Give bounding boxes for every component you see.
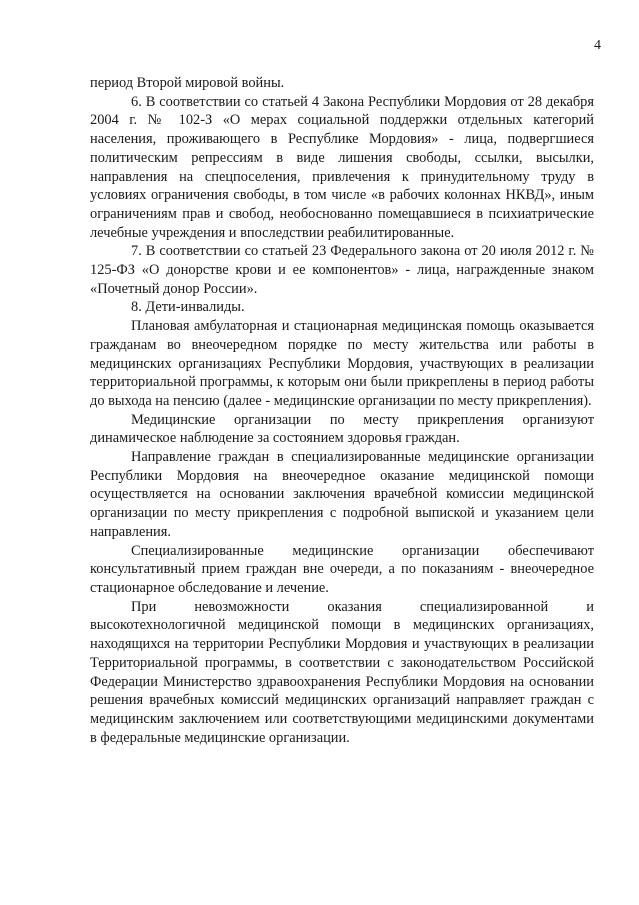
paragraph-referral: Направление граждан в специализированные медицинские организации Республики Мордовия на внеочередное оказание медицинской помощи осуществляется на основании заключения врачебной комиссии медицинской организации по месту прикрепления с подробной выпиской и указанием цели направления. <box>90 449 594 540</box>
paragraph-item-7: 7. В соответствии со статьей 23 Федерального закона от 20 июля 2012 г. № 125-ФЗ «О донорстве крови и ее компонентов» - лица, награжденные знаком «Почетный донор России». <box>90 243 594 297</box>
paragraph-item-6: 6. В соответствии со статьей 4 Закона Республики Мордовия от 28 декабря 2004 г. № 102-З «О мерах социальной поддержки отдельных категорий населения, проживающего в Республике Мордовия» - лица, подвергшиеся политическим репрессиям в виде лишения свободы, ссылки, высылки, направления на спецпоселения, привлечения к принудительному труду в условиях ограничения свободы, в том числе «в рабочих колоннах НКВД», иным ограничениям прав и свобод, необоснованно помещавшиеся в психиатрические лечебные учреждения и впоследствии реабилитированные. <box>90 93 594 241</box>
paragraph-item-8: 8. Дети-инвалиды. <box>131 299 245 316</box>
document-body <box>90 74 594 747</box>
paragraph-federal-referral: При невозможности оказания специализированной и высокотехнологичной медицинской помощи в медицинских организациях, находящихся на территории Республики Мордовия и участвующих в реализации Территориальной программы, в соответствии с законодательством Российской Федерации Министерство здравоохранения Республики Мордовия на основании решения врачебных комиссий медицинских организаций направляет граждан с медицинским заключением или соответствующими медицинскими документами в федеральные медицинские организации. <box>90 598 594 746</box>
paragraph-planned-care: Плановая амбулаторная и стационарная медицинская помощь оказывается гражданам во внеочередном порядке по месту жительства или работы в медицинских организациях Республики Мордовия, участвующих в реализации территориальной программы, к которым они были прикреплены в период работы до выхода на пенсию (далее - медицинские организации по месту прикрепления). <box>90 318 594 409</box>
paragraph-specialized-organizations: Специализированные медицинские организации обеспечивают консультативный прием граждан вне очереди, а по показаниям - внеочередное стационарное обследование и лечение. <box>90 542 594 596</box>
page-number: 4 <box>594 38 601 53</box>
paragraph-dynamic-observation: Медицинские организации по месту прикрепления организуют динамическое наблюдение за состоянием здоровья граждан. <box>90 411 594 447</box>
paragraph-continuation: период Второй мировой войны. <box>90 75 285 91</box>
